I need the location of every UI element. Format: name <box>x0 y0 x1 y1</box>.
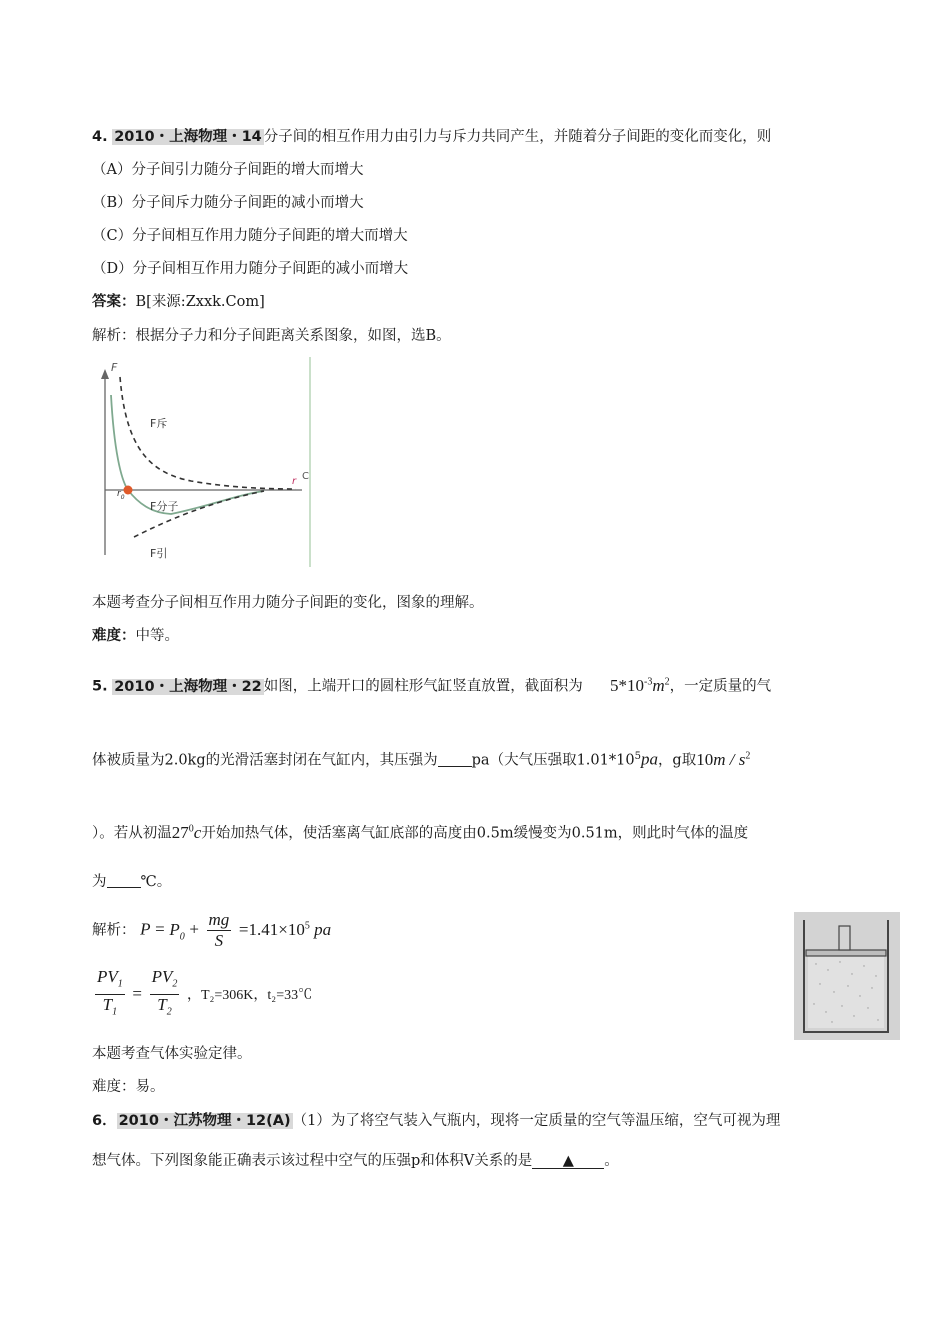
q4-option-a: （A）分子间引力随分子间距的增大而增大 <box>92 162 364 178</box>
q4-difficulty <box>92 625 179 647</box>
q4-source-tag: 2010・上海物理・14 <box>114 129 262 145</box>
q6-source-tag: 2010・江苏物理・12(A) <box>118 1113 291 1129</box>
eq1-fraction: $\frac{mg}{S}$ <box>208 910 230 951</box>
q5-line2-exp: 5 <box>634 750 641 762</box>
q5-line2 <box>92 745 750 772</box>
q4-option-c: （C）分子间相互作用力随分子间距的增大而增大 <box>92 228 408 244</box>
q5-analysis-eq2: $\frac{PV_1}{T_1}$ = $\frac{PV_2}{T_2}$ ，T₂=306K，t₂=33℃ <box>92 967 312 1023</box>
q6-stem-a: （1）为了将空气装入气瓶内，现将一定质量的空气等温压缩，空气可视为理 <box>292 1113 781 1129</box>
q5-number: 5. <box>92 678 108 695</box>
q5-difficulty: 难度：易。 <box>92 1079 165 1095</box>
q4-summary: 本题考查分子间相互作用力随分子间距的变化，图象的理解。 <box>92 595 484 611</box>
eq1-p: P <box>140 919 151 939</box>
repulsion-label: F斥 <box>150 417 168 430</box>
q5-temperature-blank[interactable] <box>107 873 141 888</box>
q6-line2 <box>92 1150 619 1172</box>
q4-answer-label: 答案： <box>92 294 136 310</box>
molecular-force-graph <box>96 355 326 570</box>
eq1-result: $=1.41\times 10^5$ pa <box>238 919 332 939</box>
q6-stem-line <box>92 1110 780 1132</box>
q5-pressure-blank[interactable] <box>438 752 472 767</box>
q4-option-d: （D）分子间相互作用力随分子间距的减小而增大 <box>92 261 409 277</box>
q6-number: 6． <box>92 1113 117 1129</box>
q5-stem-a: 如图，上端开口的圆柱形气缸竖直放置，截面积为 <box>263 678 583 695</box>
q5-source-tag: 2010・上海物理・22 <box>114 678 262 695</box>
q5-initial-temp: $27^0c$ <box>171 822 202 842</box>
molecular-force-label: F分子 <box>150 500 179 513</box>
q6-stem-b: 想气体。下列图象能正确表示该过程中空气的压强p和体积V关系的是 <box>92 1153 533 1169</box>
q5-summary: 本题考查气体实验定律。 <box>92 1046 252 1062</box>
q5-line4-b: ℃。 <box>140 874 172 890</box>
q5-line3-a: ）。若从初温 <box>92 825 172 842</box>
eq2-result: ，T₂=306K，t₂=33℃ <box>186 987 313 1003</box>
q5-line3 <box>92 818 748 845</box>
r-axis-label: r <box>292 476 297 487</box>
q5-line4-a: 为 <box>92 874 107 890</box>
r0-point <box>124 486 133 495</box>
q6-answer-blank[interactable]: ▲ <box>532 1150 604 1169</box>
q4-analysis: 解析：根据分子力和分子间距离关系图象，如图，选B。 <box>92 328 451 344</box>
q5-area-value: $5*10^{-3}m^2$ <box>609 675 670 695</box>
q4-stem-line <box>92 126 771 148</box>
q6-stem-c: 。 <box>604 1153 619 1169</box>
attraction-label: F引 <box>150 547 168 560</box>
edge-mark: C <box>302 471 309 482</box>
piston-rod <box>839 926 850 950</box>
r0-label: $r_0$ <box>117 489 125 501</box>
q5-stem-b: ，一定质量的气 <box>669 678 772 695</box>
q5-line4 <box>92 871 171 893</box>
q4-difficulty-value: 中等。 <box>135 628 179 644</box>
q5-stem-line <box>92 671 771 698</box>
q5-line2-a: 体被质量为2.0kg的光滑活塞封闭在气缸内，其压强为 <box>92 752 438 769</box>
eq2-fraction-right: $\frac{PV_2}{T_2}$ <box>151 967 178 1018</box>
cylinder-figure <box>794 912 900 1040</box>
q5-analysis-label: 解析： <box>92 922 136 939</box>
piston <box>806 950 886 956</box>
q4-stem: 分子间的相互作用力由引力与斥力共同产生，并随着分子间距的变化而变化，则 <box>263 129 772 145</box>
q4-option-b: （B）分子间斥力随分子间距的减小而增大 <box>92 195 364 211</box>
q4-answer-line <box>92 291 265 313</box>
eq2-fraction-left: $\frac{PV_1}{T_1}$ <box>97 967 123 1018</box>
eq1-p0: $P_0$ <box>169 919 185 943</box>
q4-number: 4. <box>92 129 108 145</box>
q5-line2-c: ，g取 <box>657 752 697 769</box>
f-axis-label: F <box>111 361 118 374</box>
q5-g-value: $10m / s^2$ <box>696 749 751 769</box>
q5-line2-b: pa（大气压强取1.01*10 <box>471 752 635 769</box>
q5-line3-b: 开始加热气体，使活塞离气缸底部的高度由0.5m缓慢变为0.51m，则此时气体的温度 <box>201 825 749 842</box>
q4-answer-value: B[来源:Zxxk.Com] <box>135 294 265 310</box>
q5-analysis-eq1: 解析： $P = P_0$ + $\frac{mg}{S}$ $=1.41\times 10^5$ pa <box>92 910 332 951</box>
q4-difficulty-label: 难度： <box>92 628 136 644</box>
q5-line2-unit: pa <box>640 749 658 769</box>
